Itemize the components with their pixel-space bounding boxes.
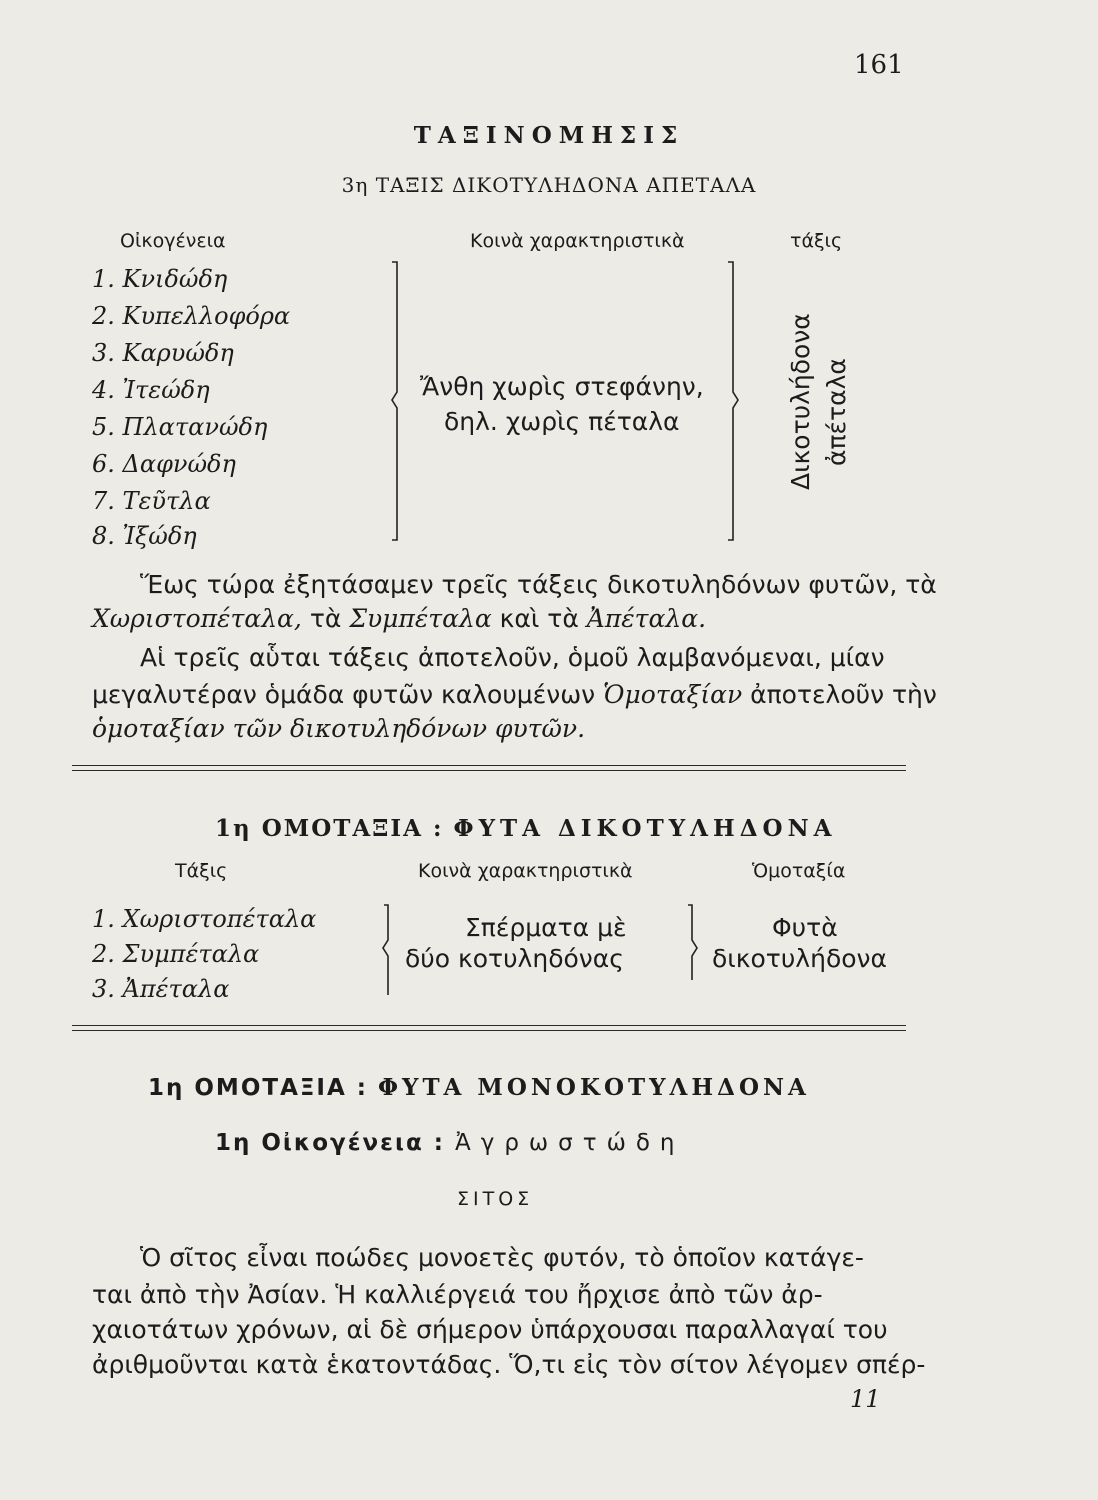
section2-title-main: ΦΥΤΑ ΜΟΝΟΚΟΤΥΛΗΔΟΝΑ: [377, 1074, 810, 1101]
class-item: 3. Ἀπέταλα: [92, 975, 230, 1003]
family-item: 3. Καρυώδη: [92, 339, 234, 367]
paragraph2-line2: ται ἀπὸ τὴν Ἀσίαν. Ἡ καλλιέργειά του ἤρχισε ἀπὸ τῶν ἀρ-: [92, 1280, 823, 1309]
table1-col-family: Οἰκογένεια: [120, 230, 226, 252]
text-fragment: καὶ τὰ: [491, 604, 587, 633]
table1-title: 3η ΤΑΞΙΣ ΔΙΚΟΤΥΛΗΔΟΝΑ ΑΠΕΤΑΛΑ: [341, 173, 757, 197]
table1-common-line2: δηλ. χωρὶς πέταλα: [444, 407, 680, 436]
divider-rule: [72, 1030, 906, 1031]
class-item: 2. Συμπέταλα: [92, 940, 260, 968]
table1-col-common: Κοινὰ χαρακτηριστικὰ: [470, 230, 685, 252]
family-item: 2. Κυπελλοφόρα: [92, 302, 291, 330]
signature-mark: 11: [850, 1385, 881, 1413]
paragraph2-line1: Ὁ σῖτος εἶναι ποώδες μονοετὲς φυτόν, τὸ ὁποῖον κατάγε-: [140, 1243, 864, 1272]
term-sympetala: Συμπέταλα: [349, 604, 492, 633]
divider-rule: [72, 770, 906, 771]
family-item: 1. Κνιδώδη: [92, 265, 228, 293]
table2-common-line2: δύο κοτυληδόνας: [405, 944, 624, 973]
section2-family-name: Ἀγρωστώδη: [454, 1130, 685, 1156]
paragraph1-line5: ὁμοταξίαν τῶν δικοτυληδόνων φυτῶν.: [92, 714, 586, 743]
table2-common-line1: Σπέρματα μὲ: [465, 913, 627, 942]
paragraph1-line3: Αἱ τρεῖς αὗται τάξεις ἀποτελοῦν, ὁμοῦ λαμβανόμεναι, μίαν: [140, 643, 885, 672]
table2-group-line1: Φυτὰ: [772, 913, 838, 942]
section2-family-prefix: 1η Οἰκογένεια :: [215, 1130, 445, 1156]
table1-middle-brace: [728, 262, 738, 540]
table2-group-line2: δικοτυλήδονα: [712, 944, 887, 973]
family-item: 8. Ἰξώδη: [92, 522, 197, 550]
paragraph2-line4: ἀριθμοῦνται κατὰ ἑκατοντάδας. Ὅ,τι εἰς τὸν σίτον λέγομεν σπέρ-: [92, 1350, 926, 1379]
family-item: 5. Πλατανώδη: [92, 413, 268, 441]
table2-title: [215, 815, 836, 842]
text-fragment: ἀποτελοῦν τὴν: [742, 680, 937, 709]
table2-col-group: Ὁμοταξία: [752, 860, 846, 882]
paragraph1-line2: [92, 604, 706, 633]
family-item: 6. Δαφνώδη: [92, 450, 236, 478]
main-heading: ΤΑΞΙΝΟΜΗΣΙΣ: [413, 122, 685, 149]
family-item: 4. Ἰτεώδη: [92, 376, 210, 404]
table1-common-line1: Ἄνθη χωρὶς στεφάνην,: [420, 372, 704, 401]
text-fragment: τὰ: [301, 604, 350, 633]
section2-family: [215, 1130, 685, 1156]
table1-class-line1: Δικοτυλήδονα: [786, 313, 815, 490]
table2-col-common: Κοινὰ χαρακτηριστικὰ: [418, 860, 633, 882]
table2-title-main: ΦΥΤΑ ΔΙΚΟΤΥΛΗΔΟΝΑ: [453, 815, 837, 842]
table1-left-brace: [392, 262, 397, 540]
section2-title-prefix: 1η ΟΜΟΤΑΞΙΑ :: [148, 1075, 368, 1101]
table2-title-prefix: 1η ΟΜΟΤΑΞΙΑ :: [215, 815, 444, 842]
term-choristopetala: Χωριστοπέταλα,: [92, 604, 302, 633]
text-fragment: μεγαλυτέραν ὁμάδα φυτῶν καλουμένων: [92, 680, 604, 709]
table2-left-brace: [383, 905, 388, 995]
table2-right-brace: [688, 905, 697, 980]
page-number: 161: [854, 50, 904, 80]
divider-rule: [72, 765, 906, 766]
table2-col-class: Τάξις: [175, 860, 228, 882]
class-item: 1. Χωριστοπέταλα: [92, 905, 317, 933]
paragraph1-line4: [92, 680, 937, 709]
divider-rule: [72, 1025, 906, 1026]
paragraph1-line1: Ἕως τώρα ἐξητάσαμεν τρεῖς τάξεις δικοτυληδόνων φυτῶν, τὰ: [140, 570, 937, 599]
table1-class-line2: ἀπέταλα: [822, 358, 851, 466]
family-item: 7. Τεῦτλα: [92, 487, 211, 515]
paragraph2-line3: χαιοτάτων χρόνων, αἱ δὲ σήμερον ὑπάρχουσαι παραλλαγαί του: [92, 1315, 888, 1344]
table1-col-class: τάξις: [790, 230, 843, 252]
section2-subheading: ΣΙΤΟΣ: [457, 1188, 534, 1210]
term-omotaxia: Ὁμοταξίαν: [603, 680, 743, 709]
term-apetala: Ἀπέταλα.: [586, 604, 707, 633]
section2-title: [148, 1074, 810, 1101]
